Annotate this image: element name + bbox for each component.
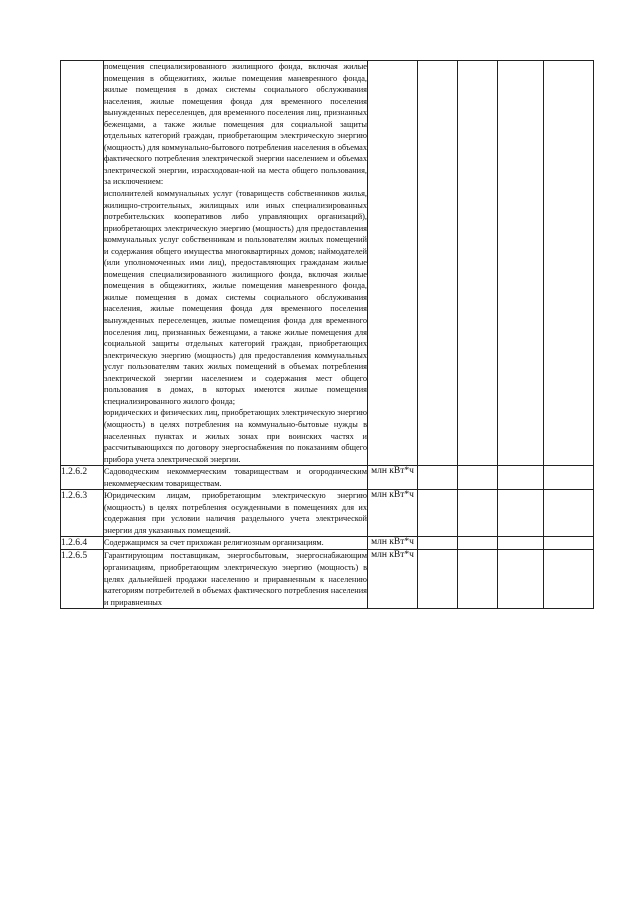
paragraph: юридических и физических лиц, приобретающих электрическую энергию (мощность) в целях потребления на коммунально-бытовые нужды в населенных пунктах и жилых зонах при воинских частях и рассчитывающихся по договору энергоснабжения по показаниям общего прибора учета электрической энергии. bbox=[104, 408, 367, 464]
value-cell bbox=[458, 466, 498, 490]
unit-label: млн кВт*ч bbox=[368, 466, 418, 490]
row-description-cell bbox=[104, 537, 368, 550]
paragraph: помещения специализированного жилищного фонда, включая жилые помещения в общежитиях, жилые помещения маневренного фонда, жилые помещения в домах системы социального обслуживания населения, жилые помещения фонда для временного поселения вынужденных переселенцев, для временного поселения лиц, признанных беженцами, а также жилые помещения для социальной защиты отдельных категорий граждан, приобретающим электрическую энергию (мощность) для коммунально-бытового потребления населения в объемах фактического потребления электрической энергии населением и объемах электрической энергии, израсходован-ной на места общего пользования, за исключением: bbox=[104, 62, 367, 187]
row-number: 1.2.6.5 bbox=[61, 550, 104, 609]
unit-label: млн кВт*ч bbox=[368, 550, 418, 609]
value-cell bbox=[458, 537, 498, 550]
unit-label: млн кВт*ч bbox=[368, 490, 418, 537]
value-cell bbox=[498, 550, 544, 609]
table-row bbox=[61, 537, 594, 550]
value-cell bbox=[418, 466, 458, 490]
row-label: Садоводческим некоммерческим товариществам и огородническим некоммерческим товариществам. bbox=[104, 467, 367, 488]
row-description-cell bbox=[104, 61, 368, 466]
table-row bbox=[61, 550, 594, 609]
value-cell bbox=[544, 61, 594, 466]
row-label: Юридическим лицам, приобретающим электрическую энергию (мощность) в целях потребления осужденными в помещениях для их содержания при условии наличия раздельного учета электрической энергии для указанных помещений. bbox=[104, 491, 367, 535]
row-number: 1.2.6.4 bbox=[61, 537, 104, 550]
value-cell bbox=[458, 550, 498, 609]
value-cell bbox=[418, 490, 458, 537]
value-cell bbox=[458, 61, 498, 466]
value-cell bbox=[498, 466, 544, 490]
row-number: 1.2.6.3 bbox=[61, 490, 104, 537]
value-cell bbox=[498, 61, 544, 466]
row-number: 1.2.6.2 bbox=[61, 466, 104, 490]
unit-cell bbox=[368, 61, 418, 466]
unit-label: млн кВт*ч bbox=[368, 537, 418, 550]
value-cell bbox=[418, 61, 458, 466]
row-label: Гарантирующим поставщикам, энергосбытовым, энергоснабжающим организациям, приобретающим электрическую энергию (мощность) в целях дальнейшей продажи населению и приравненным к населению категориям потребителей в объемах фактического потребления населения и приравненных bbox=[104, 551, 367, 607]
value-cell bbox=[544, 550, 594, 609]
value-cell bbox=[458, 490, 498, 537]
value-cell bbox=[544, 490, 594, 537]
value-cell bbox=[418, 550, 458, 609]
row-description-cell bbox=[104, 550, 368, 609]
value-cell bbox=[498, 537, 544, 550]
row-label: Содержащимся за счет прихожан религиозным организациям. bbox=[104, 538, 324, 548]
value-cell bbox=[544, 466, 594, 490]
table-row-continued bbox=[61, 61, 594, 466]
table-row bbox=[61, 490, 594, 537]
row-number-cell bbox=[61, 61, 104, 466]
value-cell bbox=[418, 537, 458, 550]
value-cell bbox=[498, 490, 544, 537]
value-cell bbox=[544, 537, 594, 550]
row-description-cell bbox=[104, 490, 368, 537]
row-description-cell bbox=[104, 466, 368, 490]
tariff-table bbox=[60, 60, 594, 609]
paragraph: исполнителей коммунальных услуг (товариществ собственников жилья, жилищно-строительных, жилищных или иных специализированных потребительских кооперативов либо управляющих организаций), приобретающих электрическую энергию (мощность) для предоставления коммунальных услуг собственникам и пользователям жилых помещений и содержания общего имущества многоквартирных домов; наймодателей (или уполномоченных ими лиц), предоставляющих гражданам жилые помещения специализированного жилищного фонда, включая жилые помещения в общежитиях, жилые помещения маневренного фонда, жилые помещения в домах системы социального обслуживания населения, жилые помещения фонда для временного поселения вынужденных переселенцев, жилые помещения фонда для временного поселения лиц, признанных беженцами, а также жилые помещения для социальной защиты отдельных категорий граждан, приобретающих электрическую энергию (мощность) для предоставления коммунальных услуг пользователям таких жилых помещений в объемах потребления электрической энергии населением и содержания мест общего пользования в домах, в которых имеются жилые помещения специализированного жилого фонда; bbox=[104, 189, 367, 406]
table-row bbox=[61, 466, 594, 490]
